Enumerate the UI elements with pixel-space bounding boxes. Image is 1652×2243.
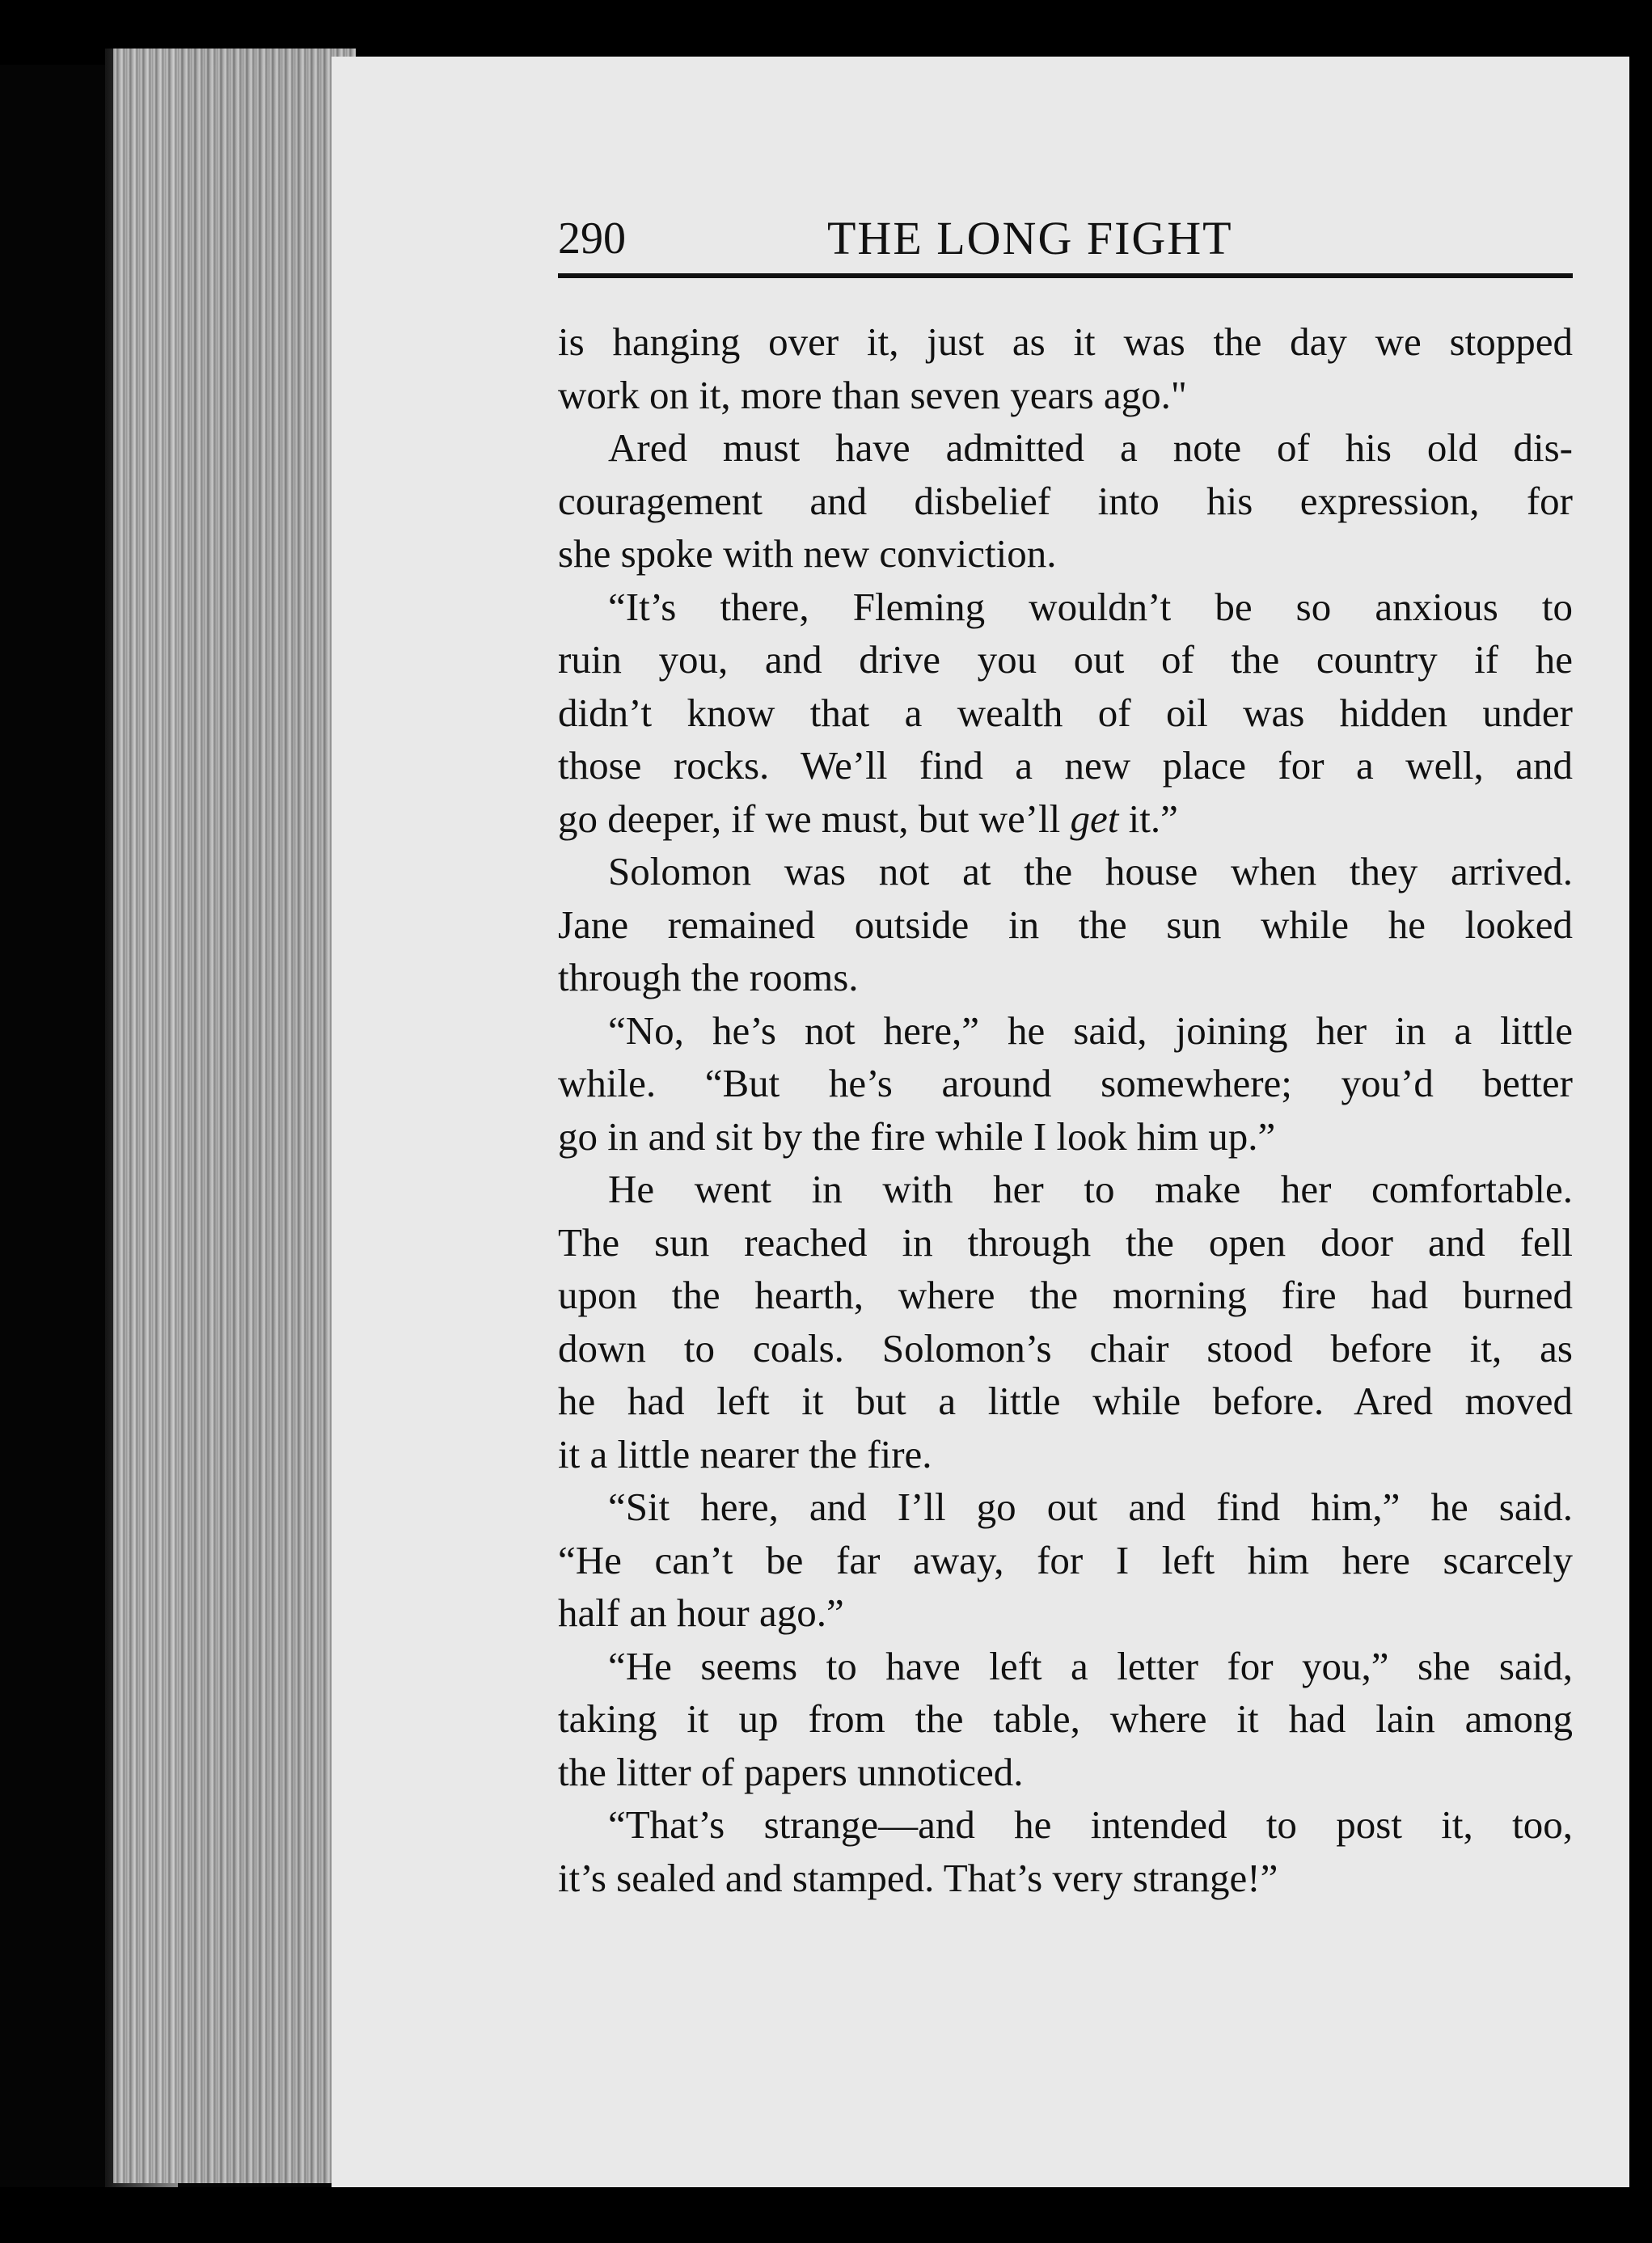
text-line: is hanging over it, just as it was the day we stopped [558,319,1573,364]
running-header [558,206,1573,271]
text-line: work on it, more than seven years ago." [558,372,1187,417]
right-shadow [1629,0,1652,2243]
text-line: “Sit here, and I’ll go out and find him,” he said. [608,1485,1573,1529]
text-line: it’s sealed and stamped. That’s very strange!” [558,1855,1278,1900]
text-line: couragement and disbelief into his expression, for [558,478,1573,523]
text-line: it a little nearer the fire. [558,1431,932,1476]
text-line: The sun reached in through the open door and fell [558,1219,1573,1265]
text-line: “He can’t be far away, for I left him here scarcely [558,1537,1573,1582]
header-rule [558,273,1573,278]
bottom-shadow [0,2187,1652,2243]
text-line: down to coals. Solomon’s chair stood before it, as [558,1325,1573,1371]
text-line: ruin you, and drive you out of the country if he [558,637,1573,682]
text-line: “No, he’s not here,” he said, joining her in a little [608,1007,1573,1053]
text-line: taking it up from the table, where it had lain among [558,1696,1573,1741]
emphasized-word: get [1070,796,1119,841]
text-line: he had left it but a little while before. Ared moved [558,1379,1573,1423]
text-line: through the rooms. [558,955,859,999]
text-line: Jane remained outside in the sun while he looked [558,902,1573,947]
text-line: Ared must have admitted a note of his old dis- [608,425,1573,470]
text-line-with-emphasis [558,792,1573,846]
running-title: THE LONG FIGHT [827,212,1233,264]
text-line: He went in with her to make her comfortable. [608,1167,1573,1211]
text-line: go in and sit by the fire while I look him up.” [558,1113,1276,1159]
body-text [558,315,1573,1904]
text-line: “He seems to have left a letter for you,” she said, [608,1643,1573,1688]
text-line: Solomon was not at the house when they arrived. [608,849,1573,893]
text-line: “That’s strange—and he intended to post it, too, [608,1802,1573,1847]
text-line: didn’t know that a wealth of oil was hidden under [558,690,1573,735]
text-line: half an hour ago.” [558,1590,844,1635]
text-line: she spoke with new conviction. [558,531,1057,576]
text-segment: go deeper, if we must, but we’ll [558,796,1071,841]
text-line: while. “But he’s around somewhere; you’d better [558,1061,1573,1105]
text-line: upon the hearth, where the morning fire had burned [558,1273,1573,1317]
text-line: “It’s there, Fleming wouldn’t be so anxious to [608,584,1573,629]
book-page-edges [113,49,356,2183]
text-segment: it.” [1118,796,1178,841]
text-line: the litter of papers unnoticed. [558,1749,1024,1794]
page-number: 290 [558,213,626,264]
text-line: those rocks. We’ll find a new place for a well, and [558,743,1573,788]
